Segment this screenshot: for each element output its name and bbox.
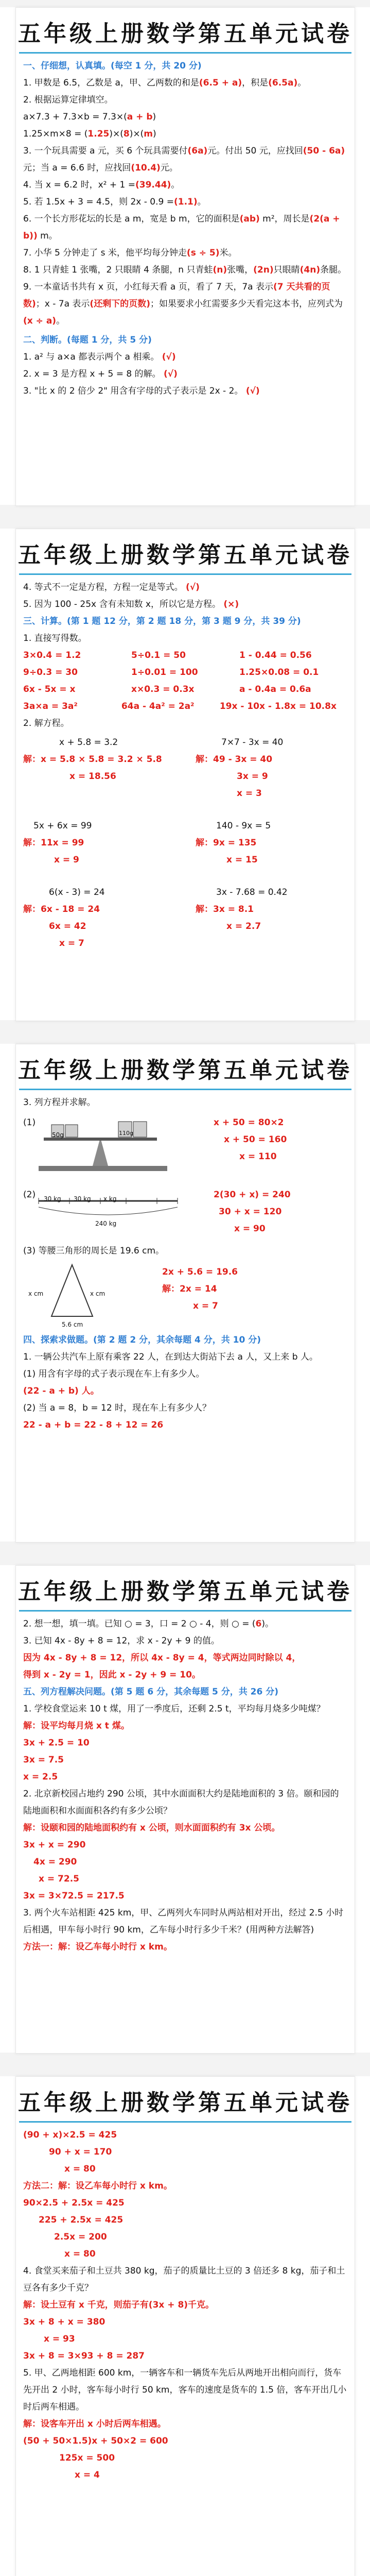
question-line: 8. 1 只青蛙 1 张嘴，2 只眼睛 4 条腿，n 只青蛙(n)张嘴，(2n)只眼睛(4n)条腿。	[23, 265, 347, 275]
question-line: 4. 当 x = 6.2 时，x² + 1 =(39.44)。	[23, 180, 180, 190]
question-line: 3. 一个玩具需要 a 元，买 6 个玩具需要付(6a)元。付出 50 元，应找回(50 - 6a)元；当 a = 6.6 时，应找回(10.4)元。	[23, 146, 345, 173]
segment-figure	[23, 1187, 183, 1228]
answer-line: 解：设土豆有 x 千克，则茄子有(3x + 8)千克。	[23, 2300, 215, 2310]
section-heading: 四、探索求做题。(第 2 题 2 分，其余每题 4 分，共 10 分)	[23, 1335, 261, 1345]
solution-step: x = 3	[237, 788, 262, 799]
answer-line: 方法二：解：设乙车每小时行 x km。	[23, 2181, 172, 2191]
answer-line: 3x + 8 + x = 380	[23, 2317, 105, 2327]
solution-step: x = 7	[193, 1301, 218, 1311]
question-line: 4. 等式不一定是方程，方程一定是等式。 (√)	[23, 582, 200, 592]
weight-label: 50g	[52, 1131, 64, 1139]
triangle-figure	[23, 1260, 126, 1327]
page-title: 五年级上册数学第五单元试卷	[18, 1579, 353, 1605]
solution-step: 3x = 9	[237, 771, 268, 782]
side-label: x cm	[28, 1290, 44, 1297]
question-line: 1. 直接写得数。	[23, 633, 87, 643]
problem-triangle	[23, 1260, 347, 1327]
page-gap	[0, 505, 370, 529]
title-divider	[19, 1610, 351, 1612]
question-line: (1) 用含有字母的式子表示现在车上有多少人。	[23, 1369, 205, 1379]
solution-step: 解：6x - 18 = 24	[23, 904, 100, 914]
question-line: 2. 北京新校园占地约 290 公顷，其中水面面积大约是陆地面积的 3 倍。颐和园的陆地面积和水面面积各约有多少公顷？	[23, 1789, 339, 1816]
segment-total-label: 240 kg	[95, 1220, 117, 1227]
question-line: 3. 列方程并求解。	[23, 1097, 96, 1108]
question-line: 2. 根据运算定律填空。	[23, 95, 113, 105]
exam-page-2	[15, 529, 355, 1021]
calc-row: 9÷0.3 = 30 1÷0.01 = 100 1.25×0.08 = 0.1	[23, 667, 319, 677]
answer-line: x = 72.5	[39, 1874, 79, 1884]
answer-line: 3x + x = 290	[23, 1840, 86, 1850]
exam-page-1	[15, 7, 355, 506]
question-line: 1. 甲数是 6.5，乙数是 a，甲、乙两数的和是(6.5 + a)，积是(6.5a)。	[23, 78, 307, 88]
equation-pair	[23, 818, 347, 869]
answer-line: 得到 x - 2y = 1，因此 x - 2y + 9 = 10。	[23, 1670, 201, 1680]
solution-step: x = 15	[226, 855, 258, 865]
figure-label: (2)	[23, 1190, 36, 1200]
answer-line: (90 + x)×2.5 = 425	[23, 2130, 117, 2140]
calc-row: 6x - 5x = x x×0.3 = 0.3x a - 0.4a = 0.6a	[23, 684, 311, 694]
answer-line: 3x + 2.5 = 10	[23, 1738, 90, 1748]
question-line: (2) 当 a = 8，b = 12 时，现在车上有多少人？	[23, 1403, 212, 1413]
question-line: 5. 因为 100 - 25x 含有未知数 x，所以它是方程。 (×)	[23, 599, 239, 609]
segment-label: x kg	[103, 1195, 117, 1202]
problem-segments	[23, 1187, 347, 1238]
side-label: x cm	[90, 1290, 105, 1297]
page-gap	[0, 1020, 370, 1044]
equation-pair	[23, 884, 347, 952]
solution-step: 30 + x = 120	[219, 1207, 282, 1217]
question-line: 1. 一辆公共汽车上原有乘客 22 人，在到达大街站下去 a 人，又上来 b 人。	[23, 1352, 318, 1362]
answer-line: 解：设颐和园的陆地面积约有 x 公顷，则水面面积约有 3x 公顷。	[23, 1823, 280, 1833]
equation: 3x - 7.68 = 0.42	[216, 887, 288, 897]
page-title: 五年级上册数学第五单元试卷	[18, 1057, 353, 1083]
question-line: 5. 甲、乙两地相距 600 km，一辆客车和一辆货车先后从两地开出相向而行，货车先开出 2 小时，客车每小时行 50 km，客车的速度是货车的 1.5 倍，客车开出几小时后两车相遇。	[23, 2368, 347, 2412]
answer-line: 22 - a + b = 22 - 8 + 12 = 26	[23, 1420, 164, 1430]
answer-line: x = 4	[75, 2470, 100, 2480]
answer-line: 解：设客车开出 x 小时后两车相遇。	[23, 2419, 166, 2429]
page-title: 五年级上册数学第五单元试卷	[18, 21, 353, 47]
solution-step: 解：49 - 3x = 40	[196, 754, 273, 765]
segment-label: 30 kg	[44, 1195, 61, 1202]
exam-page-3	[15, 1044, 355, 1543]
solution-step: 解：11x = 99	[23, 838, 84, 848]
equation: 6(x - 3) = 24	[49, 887, 105, 897]
question-line: a×7.3 + 7.3×b = 7.3×(a + b)	[23, 112, 156, 122]
question-line: 2. x = 3 是方程 x + 5 = 8 的解。 (√)	[23, 369, 178, 379]
page-title: 五年级上册数学第五单元试卷	[18, 2090, 353, 2116]
solution-step: x = 18.56	[69, 771, 116, 782]
answer-line: (50 + 50×1.5)x + 50×2 = 600	[23, 2436, 168, 2446]
equation-pair	[23, 734, 347, 802]
title-divider	[19, 573, 351, 575]
answer-line: 方法一：解：设乙车每小时行 x km。	[23, 1942, 172, 1952]
question-line: (3) 等腰三角形的周长是 19.6 cm。	[23, 1246, 165, 1256]
side-label: 5.6 cm	[62, 1321, 83, 1328]
question-line: 6. 一个长方形花坛的长是 a m，宽是 b m，它的面积是(ab) m²，周长是(2(a + b)) m。	[23, 214, 340, 241]
question-line: 1. 学校食堂运来 10 t 煤，用了一季度后，还剩 2.5 t，平均每月烧多少吨煤？	[23, 1704, 325, 1714]
weight-label: 110g	[119, 1130, 133, 1137]
question-line: 4. 食堂买来茄子和土豆共 380 kg，茄子的质量比土豆的 3 倍还多 8 kg，茄子和土豆各有多少千克？	[23, 2266, 345, 2293]
equation: x + 5.8 = 3.2	[59, 737, 118, 748]
solution-step: 解：2x = 14	[162, 1284, 217, 1294]
segment-label: 30 kg	[74, 1195, 91, 1202]
question-line: 3. 两个火车站相距 425 km，甲、乙两列火车同时从两站相对开出，经过 2.5 小时后相遇，甲车每小时行 90 km，乙车每小时行多少千米？(用两种方法解答)	[23, 1908, 344, 1935]
answer-line: x = 80	[64, 2249, 96, 2259]
question-line: 2. 解方程。	[23, 718, 69, 728]
section-heading: 一、仔细想，认真填。(每空 1 分，共 20 分)	[23, 61, 202, 71]
answer-line: x = 80	[64, 2164, 96, 2174]
solution-step: x = 2.7	[226, 921, 261, 931]
calc-row: 3a×a = 3a² 64a - 4a² = 2a² 19x - 10x - 1.8x = 10.8x	[23, 701, 337, 711]
answer-line: 3x + 8 = 3×93 + 8 = 287	[23, 2351, 145, 2361]
answer-line: 90×2.5 + 2.5x = 425	[23, 2198, 125, 2208]
question-line: 1.25×m×8 = (1.25)×(8)×(m)	[23, 129, 156, 139]
answer-line: 3x = 3×72.5 = 217.5	[23, 1891, 125, 1901]
title-divider	[19, 52, 351, 54]
solution-step: 6x = 42	[49, 921, 86, 931]
solution-step: x + 50 = 80×2	[214, 1117, 284, 1128]
solution-step: x = 9	[54, 855, 79, 865]
page-gap	[0, 2053, 370, 2076]
solution-step: 2(30 + x) = 240	[214, 1190, 291, 1200]
solution-step: 解：x = 5.8 × 5.8 = 3.2 × 5.8	[23, 754, 162, 765]
question-line: 2. 想一想，填一填。已知 ○ = 3，口 = 2 ○ - 4，则 ○ = (6)。	[23, 1619, 274, 1629]
question-line: 5. 若 1.5x + 3 = 4.5，则 2x - 0.9 =(1.1)。	[23, 197, 206, 207]
solution-step: 解：3x = 8.1	[196, 904, 254, 914]
question-line: 7. 小华 5 分钟走了 s 米，他平均每分钟走(s ÷ 5)米。	[23, 248, 237, 258]
question-line: 3. 已知 4x - 8y + 8 = 12，求 x - 2y + 9 的值。	[23, 1636, 220, 1646]
answer-line: 因为 4x - 8y + 8 = 12，所以 4x - 8y = 4，等式两边同时除以 4，	[23, 1653, 301, 1663]
balance-scale-figure	[23, 1114, 178, 1176]
exam-page-5	[15, 2076, 355, 2576]
solution-step: 2x + 5.6 = 19.6	[162, 1267, 238, 1277]
page-gap	[0, 0, 370, 7]
title-divider	[19, 2121, 351, 2123]
answer-line: 3x = 7.5	[23, 1755, 64, 1765]
figure-label: (1)	[23, 1117, 36, 1128]
section-heading: 五、列方程解决问题。(第 5 题 6 分，其余每题 5 分，共 26 分)	[23, 1687, 279, 1697]
answer-line: 225 + 2.5x = 425	[39, 2215, 124, 2225]
calc-row: 3×0.4 = 1.2 5÷0.1 = 50 1 - 0.44 = 0.56	[23, 650, 312, 660]
solution-step: x + 50 = 160	[224, 1134, 287, 1145]
question-line: 9. 一本童话书共有 x 页，小红每天看 a 页，看了 7 天，7a 表示(7 天共看的页数)；x - 7a 表示(还剩下的页数)；如果要求小红需要多少天看完这本书，应列式为(x ÷ a)。	[23, 282, 343, 326]
exam-page-4	[15, 1565, 355, 2054]
answer-line: x = 2.5	[23, 1772, 58, 1782]
question-line: 3. "比 x 的 2 倍少 2" 用含有字母的式子表示是 2x - 2。 (√)	[23, 386, 260, 396]
question-line: 1. a² 与 a×a 都表示两个 a 相乘。 (√)	[23, 352, 176, 362]
answer-line: 2.5x = 200	[54, 2232, 107, 2242]
section-heading: 三、计算。(第 1 题 12 分，第 2 题 18 分，第 3 题 9 分，共 39 分)	[23, 616, 301, 626]
answer-line: x = 93	[44, 2334, 75, 2344]
answer-line: 4x = 290	[33, 1857, 77, 1867]
answer-line: (22 - a + b) 人。	[23, 1386, 99, 1396]
problem-balance	[23, 1114, 347, 1176]
equation: 140 - 9x = 5	[216, 821, 271, 831]
answer-line: 解：设平均每月烧 x t 煤。	[23, 1721, 130, 1731]
balance-scale-icon	[23, 1114, 178, 1176]
solution-step: x = 7	[59, 938, 84, 948]
title-divider	[19, 1089, 351, 1090]
answer-line: 125x = 500	[59, 2453, 115, 2463]
equation: 5x + 6x = 99	[33, 821, 92, 831]
solution-step: x = 110	[239, 1151, 277, 1162]
solution-step: x = 90	[234, 1224, 266, 1234]
equation: 7×7 - 3x = 40	[221, 737, 284, 748]
page-gap	[0, 1541, 370, 1565]
solution-step: 解：9x = 135	[196, 838, 257, 848]
page-title: 五年级上册数学第五单元试卷	[18, 542, 353, 568]
answer-line: 90 + x = 170	[49, 2147, 112, 2157]
section-heading: 二、判断。(每题 1 分，共 5 分)	[23, 335, 152, 345]
